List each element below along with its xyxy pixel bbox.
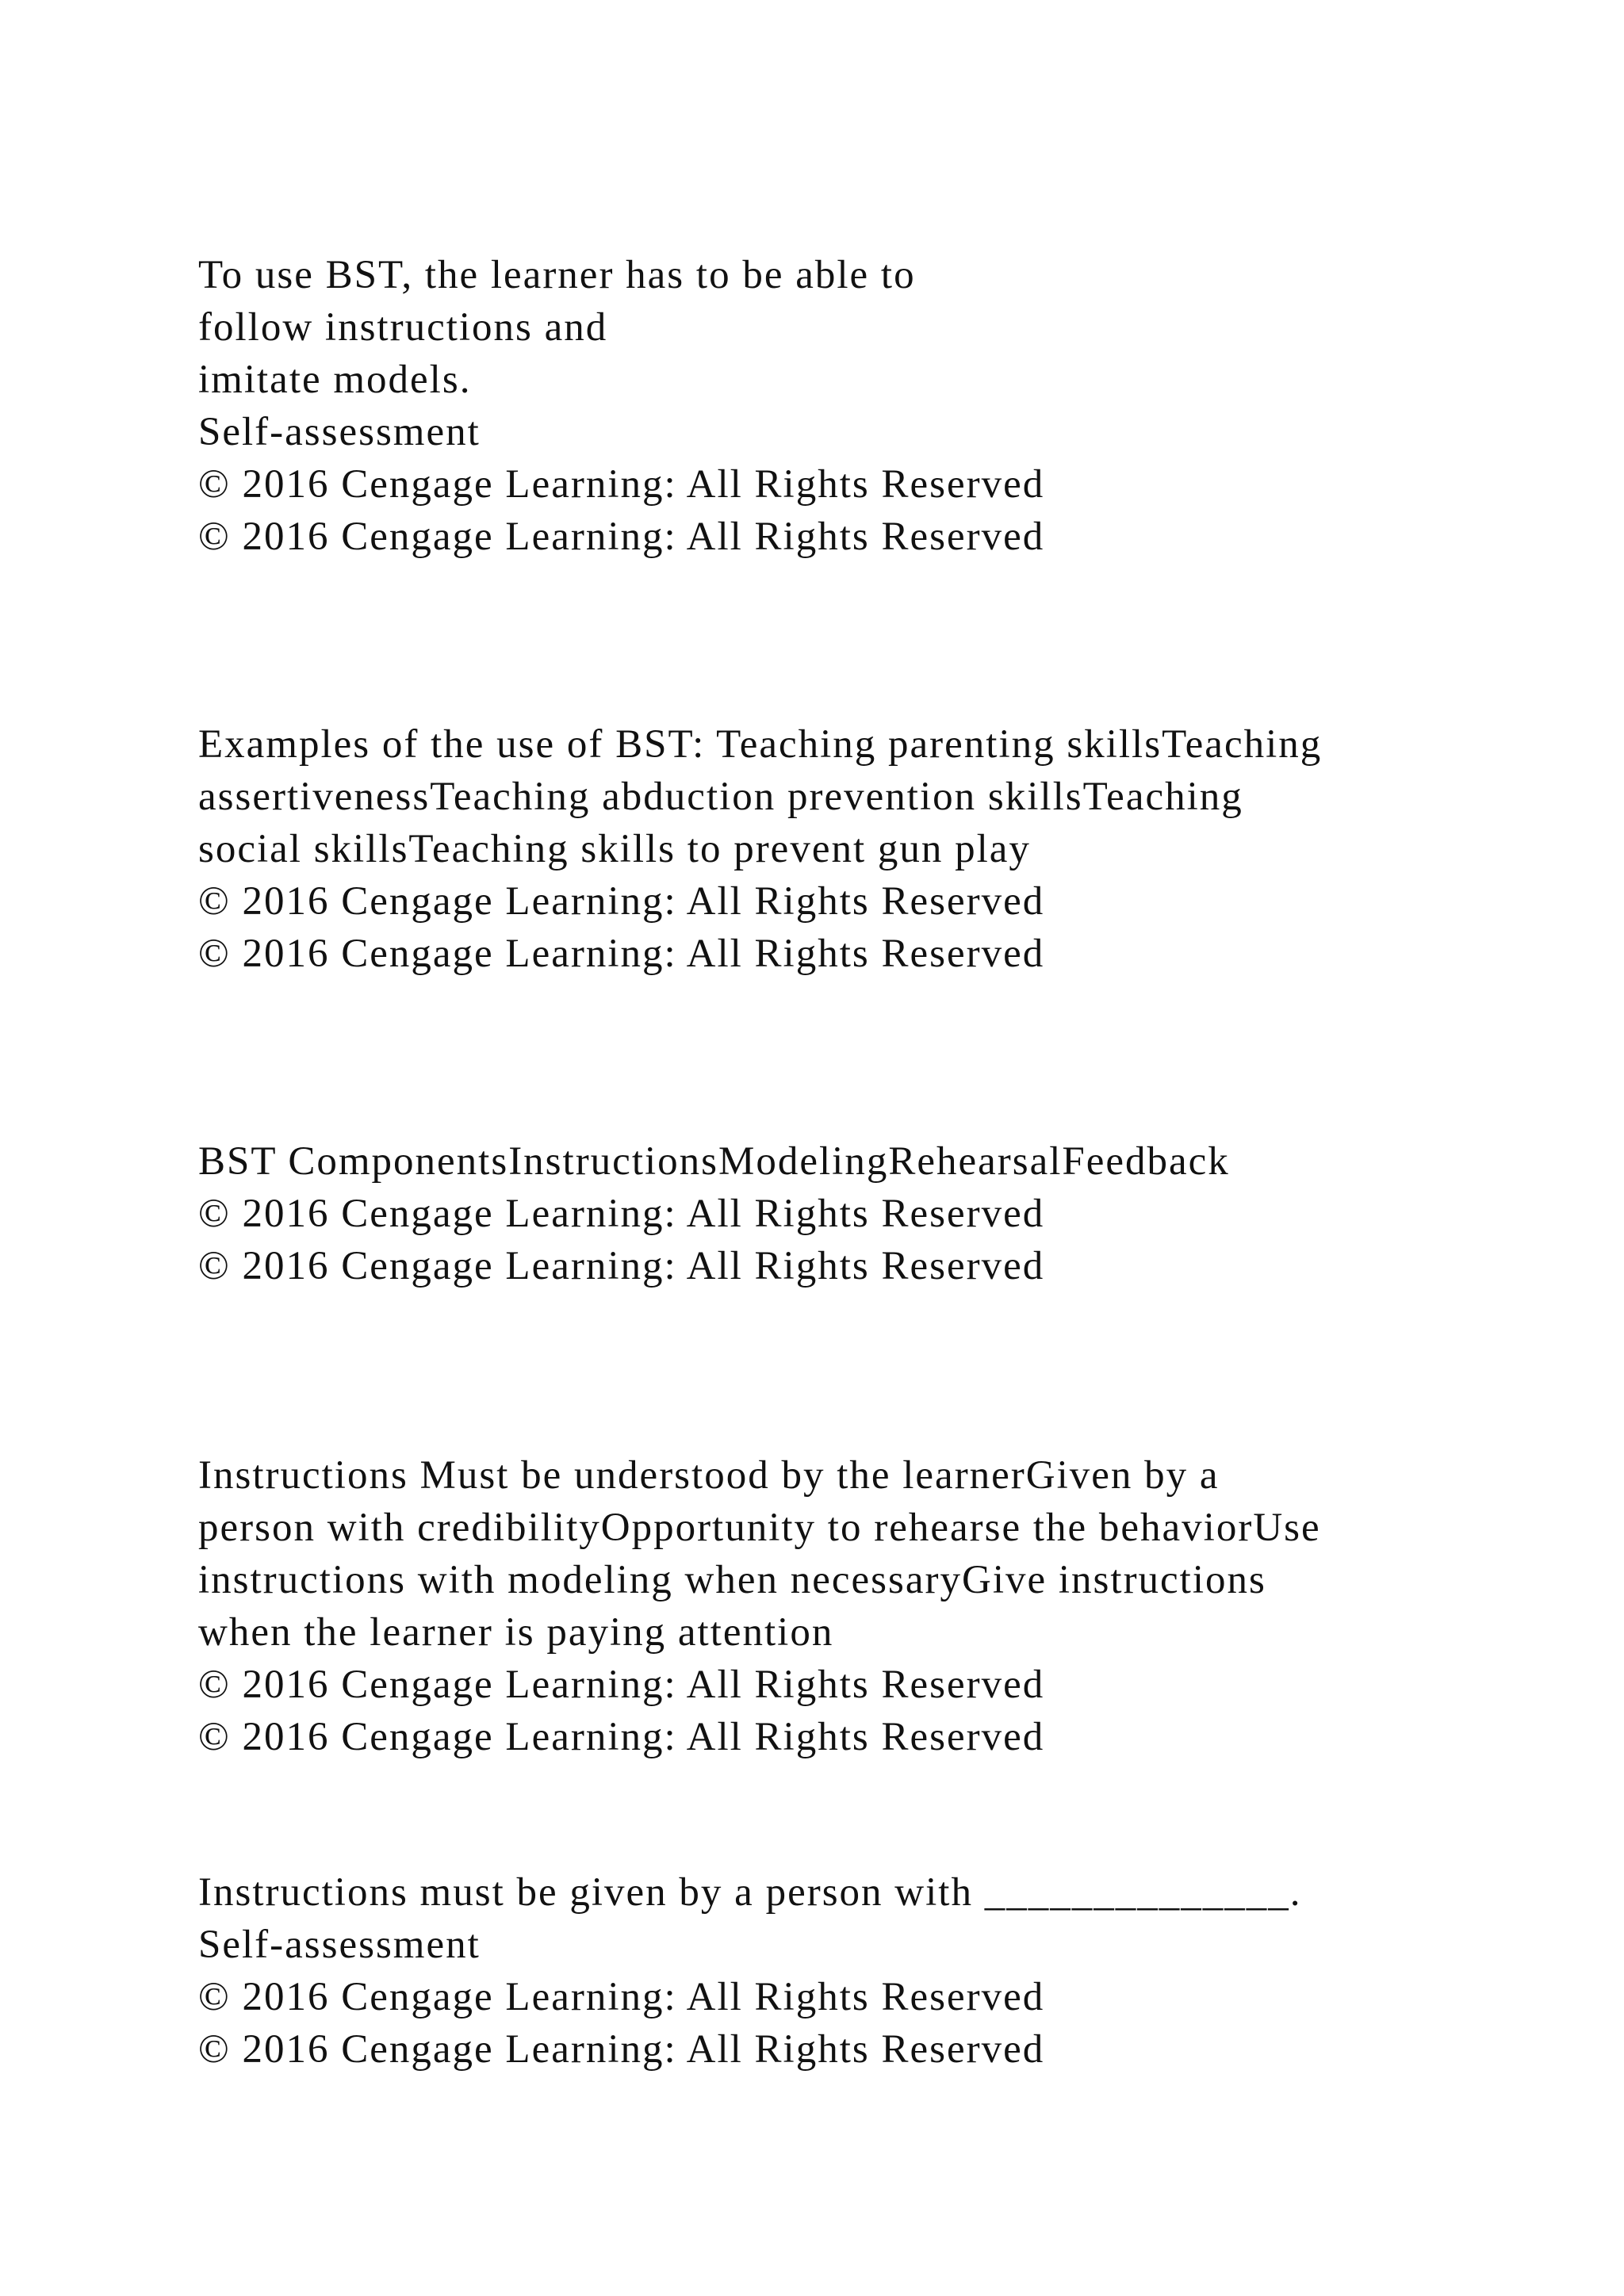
- copyright-line: © 2016 Cengage Learning: All Rights Reserved: [198, 932, 1045, 976]
- text-line: follow instructions and: [198, 305, 608, 350]
- copyright-line: © 2016 Cengage Learning: All Rights Reserved: [198, 462, 1045, 507]
- text-line: Examples of the use of BST: Teaching parenting skillsTeaching: [198, 722, 1323, 767]
- text-line: BST ComponentsInstructionsModelingRehearsalFeedback: [198, 1139, 1230, 1184]
- slide-text-instructions-credibility: [198, 1866, 1467, 2076]
- text-line: Instructions Must be understood by the learnerGiven by a: [198, 1453, 1220, 1498]
- copyright-line: © 2016 Cengage Learning: All Rights Reserved: [198, 1663, 1045, 1707]
- text-line: assertivenessTeaching abduction prevention skillsTeaching: [198, 775, 1243, 819]
- slide-text-instructions: [198, 1449, 1467, 1763]
- slide-text-bst-prerequisites: [198, 249, 1467, 563]
- copyright-line: © 2016 Cengage Learning: All Rights Reserved: [198, 879, 1045, 924]
- self-assessment-label: Self-assessment: [198, 410, 481, 454]
- copyright-line: © 2016 Cengage Learning: All Rights Reserved: [198, 2027, 1045, 2072]
- text-line: when the learner is paying attention: [198, 1610, 834, 1655]
- copyright-line: © 2016 Cengage Learning: All Rights Reserved: [198, 1244, 1045, 1288]
- slide-text-bst-examples: [198, 718, 1467, 980]
- text-line: social skillsTeaching skills to prevent gun play: [198, 827, 1031, 871]
- self-assessment-label: Self-assessment: [198, 1923, 481, 1967]
- text-line: instructions with modeling when necessaryGive instructions: [198, 1558, 1266, 1602]
- text-line: Instructions must be given by a person with ______________.: [198, 1870, 1302, 1915]
- text-line: To use BST, the learner has to be able to: [198, 253, 916, 297]
- copyright-line: © 2016 Cengage Learning: All Rights Reserved: [198, 1975, 1045, 2019]
- copyright-line: © 2016 Cengage Learning: All Rights Reserved: [198, 1715, 1045, 1759]
- text-line: imitate models.: [198, 358, 472, 402]
- copyright-line: © 2016 Cengage Learning: All Rights Reserved: [198, 1192, 1045, 1236]
- slide-text-bst-components: [198, 1135, 1467, 1292]
- text-line: person with credibilityOpportunity to rehearse the behaviorUse: [198, 1506, 1321, 1550]
- copyright-line: © 2016 Cengage Learning: All Rights Reserved: [198, 515, 1045, 559]
